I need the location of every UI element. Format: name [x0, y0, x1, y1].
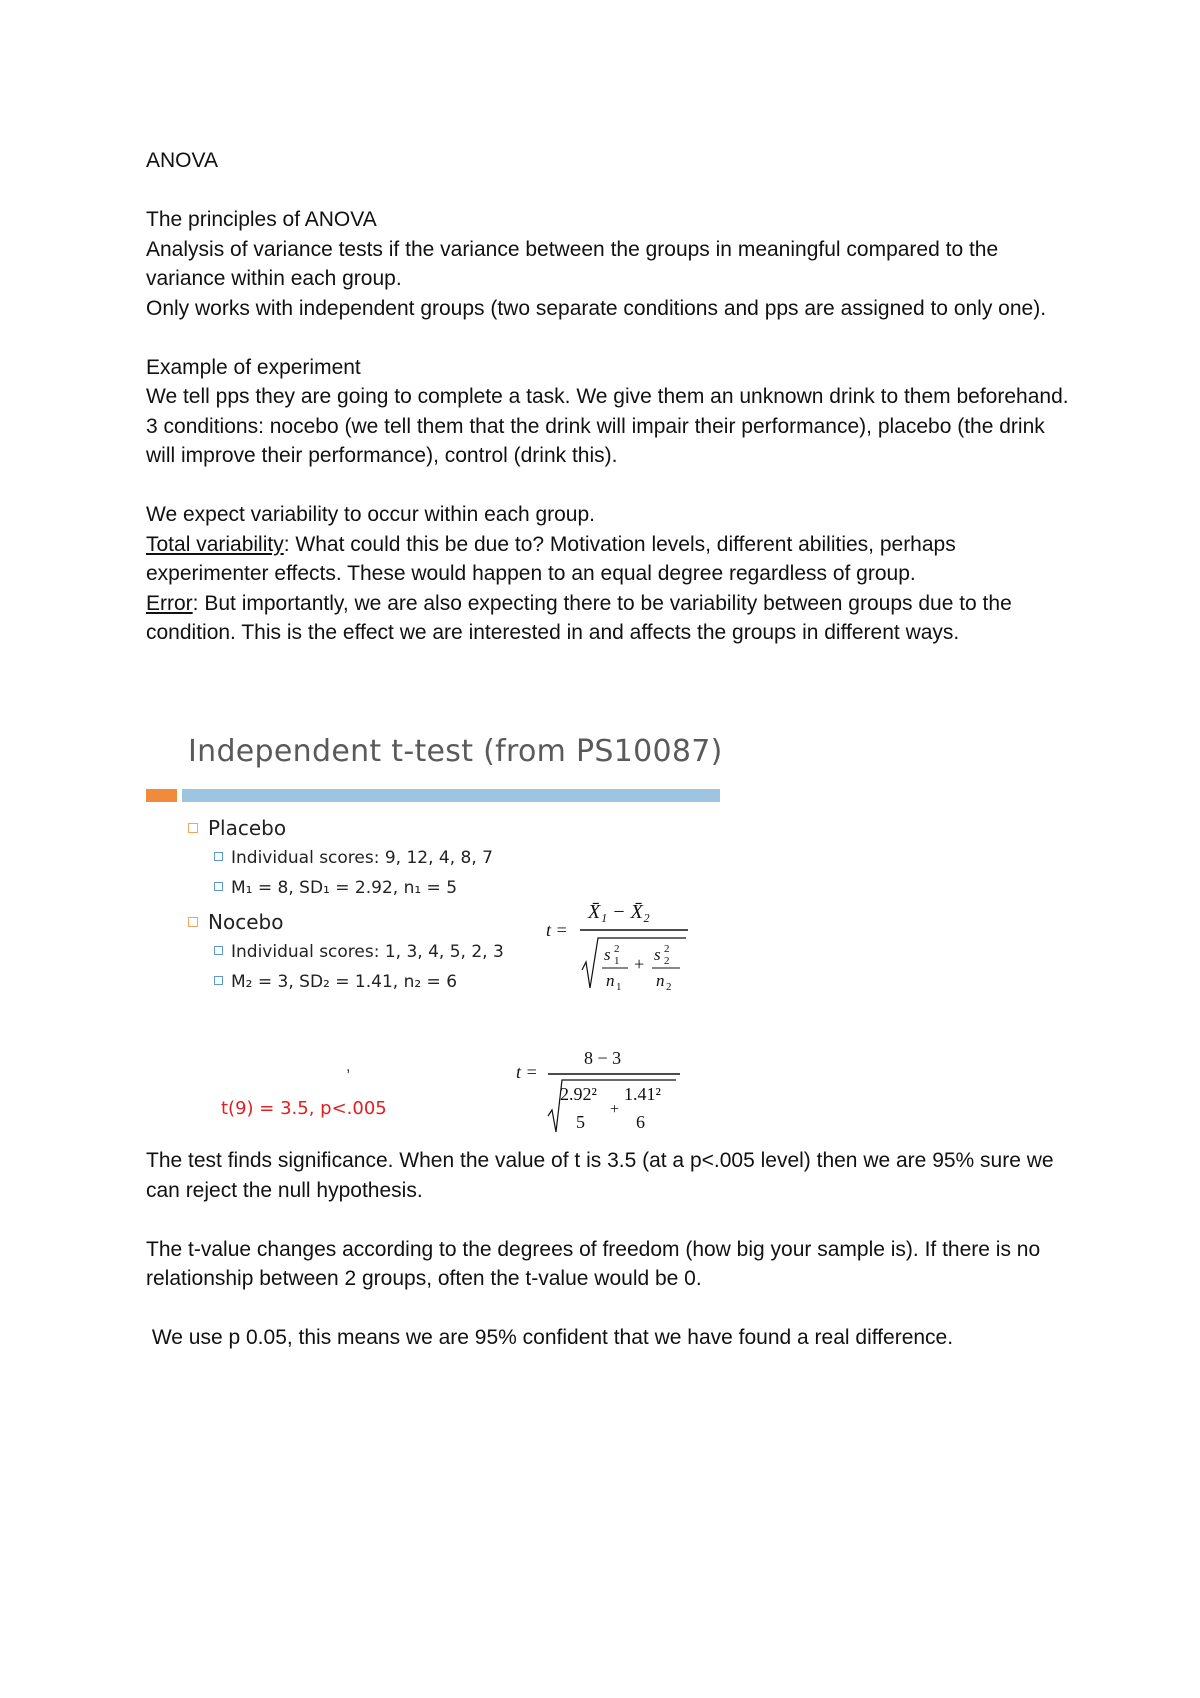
slide-title-bar: [182, 789, 720, 802]
p-value-paragraph: We use p 0.05, this means we are 95% confident that we have found a real difference.: [146, 1326, 954, 1349]
embedded-slide: [146, 728, 726, 1138]
placebo-scores-bullet: [214, 848, 493, 868]
calc-lhs: t =: [516, 1062, 538, 1082]
variability-paragraph: We expect variability to occur within each group.: [146, 503, 595, 526]
svg-text:s: s: [604, 945, 611, 964]
svg-text:n: n: [606, 971, 615, 990]
document-body: [146, 146, 1076, 648]
slide-title: Independent t-test (from PS10087): [188, 734, 723, 769]
degrees-freedom-paragraph: The t-value changes according to the degrees of freedom (how big your sample is). If there is no relationship between 2 groups, often the t-value would be 0.: [146, 1237, 1041, 1290]
nocebo-stats: M₂ = 3, SD₂ = 1.41, n₂ = 6: [231, 972, 458, 992]
calc-n1: 5: [576, 1112, 585, 1132]
svg-text:1: 1: [616, 981, 622, 993]
significance-paragraph: The test finds significance. When the value of t is 3.5 (at a p<.005 level) then we are 95% sure we can reject the null hypothesis.: [146, 1149, 1054, 1202]
placebo-scores: Individual scores: 9, 12, 4, 8, 7: [231, 848, 493, 868]
t-test-result: t(9) = 3.5, p<.005: [221, 1098, 387, 1119]
document-body-continued: [146, 1146, 1076, 1353]
calc-sd1-squared: 2.92²: [560, 1084, 597, 1104]
slide-accent-bar: [146, 789, 177, 802]
svg-text:2: 2: [664, 943, 670, 955]
calc-n2: 6: [636, 1112, 645, 1132]
error-paragraph: [146, 589, 1076, 648]
formula-numerator: X̄₁ − X̄₂: [588, 901, 650, 923]
placebo-label: Placebo: [208, 816, 287, 840]
svg-text:+: +: [634, 954, 645, 974]
svg-text:1: 1: [614, 955, 620, 967]
svg-text:2: 2: [664, 955, 670, 967]
placebo-bullet: [188, 816, 286, 840]
error-text: : But importantly, we are also expecting there to be variability between groups due to the condition. This is the effect we are interested in and affects the groups in different ways.: [146, 591, 1012, 644]
calc-numerator: 8 − 3: [584, 1048, 622, 1068]
t-test-calculation: [516, 1028, 686, 1138]
svg-text:2: 2: [666, 981, 672, 993]
section-principles-heading: The principles of ANOVA: [146, 208, 377, 231]
t-test-formula: [546, 888, 696, 998]
svg-text:n: n: [656, 971, 665, 990]
section-example-heading: Example of experiment: [146, 355, 361, 379]
svg-text:s: s: [654, 945, 661, 964]
principles-paragraph-2: Only works with independent groups (two separate conditions and pps are assigned to only one).: [146, 296, 1047, 320]
formula-lhs: t =: [546, 920, 568, 940]
stray-mark: ,: [346, 1058, 351, 1075]
bullet-icon: [214, 882, 223, 891]
document-title: ANOVA: [146, 149, 218, 172]
bullet-icon: [214, 976, 223, 985]
total-variability-label: Total variability: [146, 532, 284, 556]
bullet-icon: [214, 852, 223, 861]
bullet-icon: [214, 946, 223, 955]
error-label: Error: [146, 591, 193, 615]
nocebo-stats-bullet: [214, 972, 457, 992]
calc-sd2-squared: 1.41²: [624, 1084, 661, 1104]
svg-text:2: 2: [614, 943, 620, 955]
principles-paragraph-1: Analysis of variance tests if the variance between the groups in meaningful compared to the variance within each group.: [146, 237, 999, 290]
nocebo-scores: Individual scores: 1, 3, 4, 5, 2, 3: [231, 942, 504, 962]
bullet-icon: [188, 823, 198, 833]
nocebo-scores-bullet: [214, 942, 504, 962]
placebo-stats-bullet: [214, 878, 457, 898]
example-paragraph-2: 3 conditions: nocebo (we tell them that the drink will impair their performance), placebo (the drink will improve their performance), control (drink this).: [146, 414, 1045, 467]
svg-text:+: +: [610, 1101, 620, 1118]
nocebo-label: Nocebo: [208, 910, 284, 934]
total-variability-text: : What could this be due to? Motivation levels, different abilities, perhaps experimenter effects. These would happen to an equal degree regardless of group.: [146, 532, 956, 585]
bullet-icon: [188, 917, 198, 927]
nocebo-bullet: [188, 910, 283, 934]
example-paragraph-1: We tell pps they are going to complete a task. We give them an unknown drink to them beforehand.: [146, 385, 1069, 408]
placebo-stats: M₁ = 8, SD₁ = 2.92, n₁ = 5: [231, 878, 458, 898]
total-variability-paragraph: [146, 530, 1076, 589]
